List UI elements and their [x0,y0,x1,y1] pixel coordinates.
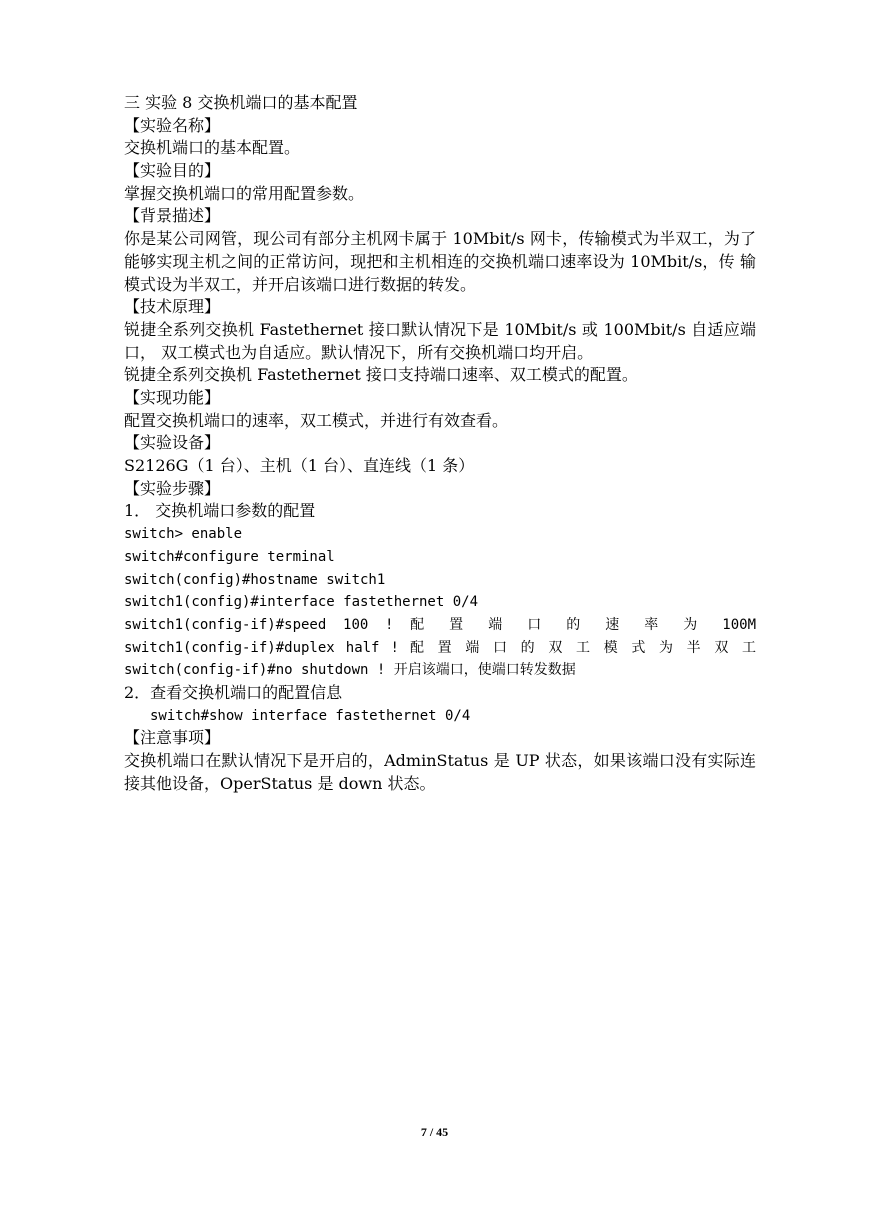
command-line-show-interface: switch#show interface fastethernet 0/4 [150,707,471,724]
command-line-duplex: switch1(config-if)#duplex half ! 配 置 端 口 的 双 工 模 式 为 半 双 工 [124,639,756,656]
page-number: 7 / 45 [420,1125,449,1139]
principle-text-1: 锐捷全系列交换机 Fastethernet 接口默认情况下是 10Mbit/s 或 100Mbit/s 自适应端口， 双工模式也为自适应。默认情况下，所有交换机端口均开启。 [124,319,756,362]
command-line-speed: switch1(config-if)#speed 100 ! 配 置 端 口 的 速 率 为 100M [124,616,756,633]
principle-text-2: 锐捷全系列交换机 Fastethernet 接口支持端口速率、双工模式的配置。 [124,365,638,385]
document-page [124,92,756,795]
equipment-text: S2126G（1 台）、主机（1 台）、直连线（1 条） [124,456,475,476]
command-line: switch(config)#hostname switch1 [124,571,386,588]
background-heading: 【背景描述】 [124,206,221,226]
step-1-title: 1． 交换机端口参数的配置 [124,501,316,521]
command-line: switch> enable [124,526,243,543]
command-line: switch#configure terminal [124,548,335,565]
experiment-name-heading: 【实验名称】 [124,115,221,135]
experiment-title: 三 实验 8 交换机端口的基本配置 [124,93,358,112]
steps-heading: 【实验步骤】 [124,478,221,498]
function-heading: 【实现功能】 [124,388,221,408]
experiment-goal-heading: 【实验目的】 [124,161,221,181]
background-text: 你是某公司网管，现公司有部分主机网卡属于 10Mbit/s 网卡，传输模式为半双工，为了能够实现主机之间的正常访问，现把和主机相连的交换机端口速率设为 10Mbit/s，传 输模式设为半双工，并开启该端口进行数据的转发。 [124,229,756,294]
step-2-title: 2．查看交换机端口的配置信息 [124,682,343,702]
notes-heading: 【注意事项】 [124,728,221,748]
experiment-name-text: 交换机端口的基本配置。 [124,138,301,158]
experiment-goal-text: 掌握交换机端口的常用配置参数。 [124,183,365,203]
equipment-heading: 【实验设备】 [124,433,221,453]
principle-heading: 【技术原理】 [124,297,221,317]
command-line-no-shutdown: switch(config-if)#no shutdown ! 开启该端口，使端口转发数据 [124,662,576,679]
notes-text: 交换机端口在默认情况下是开启的，AdminStatus 是 UP 状态，如果该端口没有实际连 接其他设备，OperStatus 是 down 状态。 [124,751,756,793]
command-line: switch1(config)#interface fastethernet 0/4 [124,594,479,611]
function-text: 配置交换机端口的速率，双工模式，并进行有效查看。 [124,410,509,430]
